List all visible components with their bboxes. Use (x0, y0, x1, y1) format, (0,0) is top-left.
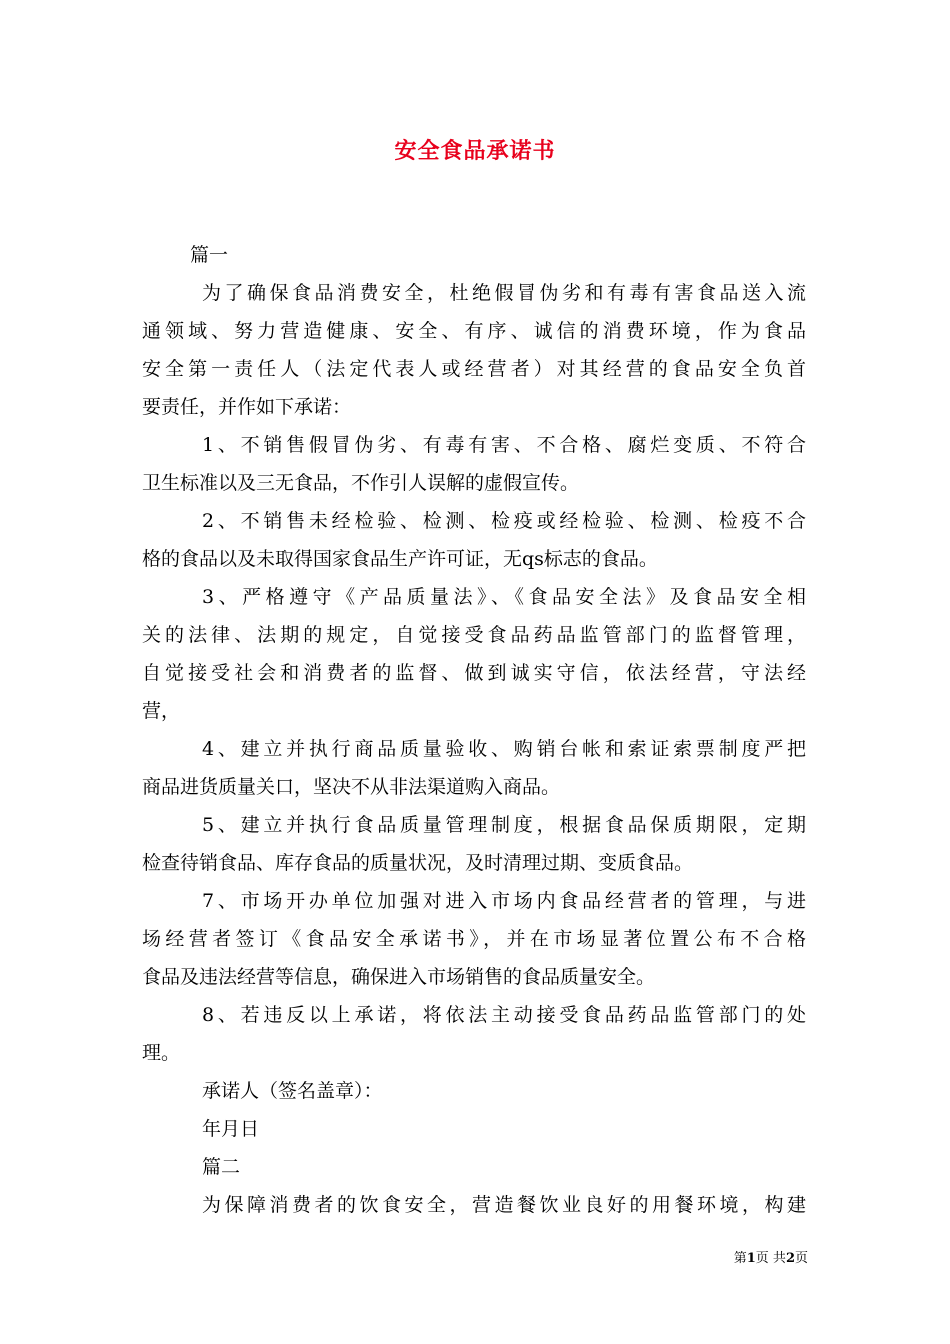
text-line: 篇二 (202, 1156, 241, 1178)
text-line: 要责任，并作如下承诺： (142, 396, 352, 418)
text-line: 安全第一责任人（法定代表人或经营者）对其经营的食品安全负首 (142, 358, 806, 380)
text-line: 承诺人（签名盖章）： (202, 1080, 383, 1102)
footer-current-page: 1 (746, 1251, 756, 1266)
page-footer (734, 1247, 808, 1266)
text-line: 营， (142, 700, 181, 722)
text-line: 8、若违反以上承诺，将依法主动接受食品药品监管部门的处 (202, 1004, 806, 1026)
text-line: 4、建立并执行商品质量验收、购销台帐和索证索票制度严把 (202, 738, 806, 760)
text-line: 理。 (142, 1042, 181, 1064)
footer-middle: 页 共 (755, 1251, 786, 1266)
footer-suffix: 页 (794, 1251, 808, 1266)
text-line: 为了确保食品消费安全，杜绝假冒伪劣和有毒有害食品送入流 (202, 282, 806, 304)
text-line: 商品进货质量关口，坚决不从非法渠道购入商品。 (142, 776, 561, 798)
text-line: 7、市场开办单位加强对进入市场内食品经营者的管理，与进 (202, 890, 806, 912)
text-line: 1、不销售假冒伪劣、有毒有害、不合格、腐烂变质、不符合 (202, 434, 806, 456)
document-body (142, 236, 806, 1224)
footer-prefix: 第 (733, 1251, 747, 1266)
text-line: 卫生标准以及三无食品，不作引人误解的虚假宣传。 (142, 472, 580, 494)
text-line: 自觉接受社会和消费者的监督、做到诚实守信，依法经营，守法经 (142, 662, 806, 684)
text-line: 篇一 (190, 244, 229, 266)
text-line: 关的法律、法期的规定，自觉接受食品药品监管部门的监督管理， (142, 624, 806, 646)
text-line: 2、不销售未经检验、检测、检疫或经检验、检测、检疫不合 (202, 510, 806, 532)
text-line: 年月日 (202, 1118, 260, 1140)
text-line: 3、严格遵守《产品质量法》、《食品安全法》及食品安全相 (202, 586, 806, 608)
page-title: 安全食品承诺书 (394, 138, 556, 164)
text-line: 检查待销食品、库存食品的质量状况，及时清理过期、变质食品。 (142, 852, 694, 874)
text-line: 食品及违法经营等信息，确保进入市场销售的食品质量安全。 (142, 966, 656, 988)
text-line: 5、建立并执行食品质量管理制度，根据食品保质期限，定期 (202, 814, 806, 836)
text-line: 场经营者签订《食品安全承诺书》，并在市场显著位置公布不合格 (142, 928, 806, 950)
text-line: 格的食品以及未取得国家食品生产许可证，无qs标志的食品。 (142, 548, 658, 570)
text-line: 通领域、努力营造健康、安全、有序、诚信的消费环境，作为食品 (142, 320, 806, 342)
text-line: 为保障消费者的饮食安全，营造餐饮业良好的用餐环境，构建 (202, 1194, 806, 1216)
footer-total-pages: 2 (785, 1251, 795, 1266)
